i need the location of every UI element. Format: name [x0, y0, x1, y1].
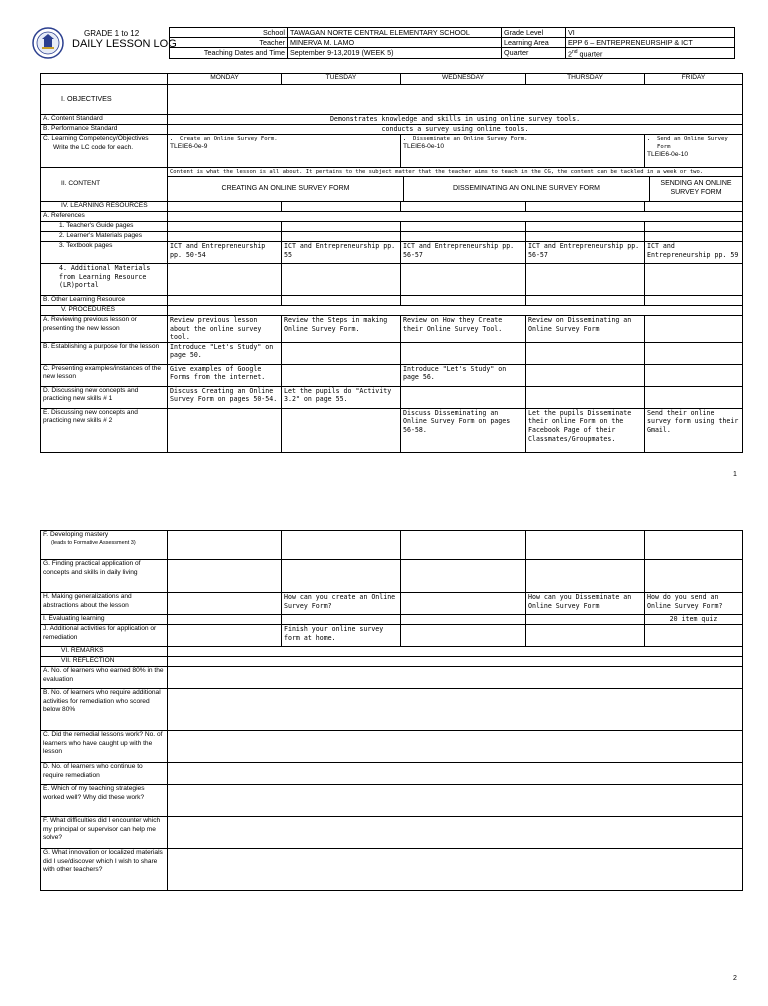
- proc-a-tuesday: Review the Steps in making Online Survey Form.: [282, 316, 401, 343]
- content-fri: SENDING AN ONLINE SURVEY FORM: [660, 180, 732, 196]
- proc-h-friday: How do you send an Online Survey Form?: [645, 593, 743, 615]
- performance-standard-value: conducts a survey using online tools.: [168, 125, 743, 135]
- lc-monday: [168, 135, 401, 168]
- other-resources-label: B. Other Learning Resource: [41, 296, 168, 306]
- proc-a-thursday: Review on Disseminating an Online Survey Form: [526, 316, 645, 343]
- reflection-a-label: A. No. of learners who earned 80% in the evaluation: [41, 667, 168, 689]
- proc-h-tuesday: How can you create an Online Survey Form?: [282, 593, 401, 615]
- lc-wednesday-code: TLEIE6-0e-10: [403, 143, 445, 150]
- day-wednesday: WEDNESDAY: [401, 74, 526, 85]
- proc-a-label: A. Reviewing previous lesson or presenting the new lesson: [41, 316, 168, 343]
- reflection-d-label: D. No. of learners who continue to require remediation: [41, 763, 168, 785]
- page-number-1: 1: [733, 471, 737, 478]
- header-info-table: [169, 27, 735, 59]
- learning-area-label: Learning Area: [502, 38, 566, 48]
- proc-j-tuesday: Finish your online survey form at home.: [282, 625, 401, 647]
- proc-i-label: I. Evaluating learning: [41, 615, 168, 625]
- lm-pages-label: 2. Learner's Materials pages: [41, 232, 168, 242]
- content-standard-label: A. Content Standard: [41, 115, 168, 125]
- proc-f-cell: [41, 531, 168, 560]
- reflection-f-label: F. What difficulties did I encounter which my principal or supervisor can help me solve?: [41, 817, 168, 849]
- proc-b-label: B. Establishing a purpose for the lesson: [41, 342, 168, 364]
- textbook-tuesday: ICT and Entrepreneurship pp. 55: [282, 242, 401, 264]
- school-label: School: [170, 28, 288, 38]
- lr-portal-label: 4. Additional Materials from Learning Resource (LR)portal: [41, 264, 168, 296]
- lesson-log-table-page1: [40, 73, 743, 453]
- proc-f-label: F. Developing mastery: [43, 531, 109, 538]
- proc-a-wednesday: Review on How they Create their Online Survey Tool.: [401, 316, 526, 343]
- proc-e-thursday: Let the pupils Disseminate their online Form on the Facebook Page of their Classmates/Groupmates.: [526, 408, 645, 452]
- teacher-label: Teacher: [170, 38, 288, 48]
- learning-competency-cell: [41, 135, 168, 168]
- lc-note: Write the LC code for each.: [53, 143, 134, 151]
- proc-h-label: H. Making generalizations and abstractions about the lesson: [41, 593, 168, 615]
- page-number-2: 2: [733, 975, 737, 982]
- log-title: DAILY LESSON LOG: [72, 38, 177, 50]
- quarter-label: Quarter: [502, 48, 566, 59]
- quarter-value: 2nd quarter: [566, 48, 735, 59]
- proc-a-monday: Review previous lesson about the online survey tool.: [168, 316, 282, 343]
- school-value: TAWAGAN NORTE CENTRAL ELEMENTARY SCHOOL: [288, 28, 502, 38]
- teacher-value: MINERVA M. LAMO: [288, 38, 502, 48]
- grade-level-value: VI: [566, 28, 735, 38]
- proc-e-wednesday: Discuss Disseminating an Online Survey Form on pages 56-58.: [401, 408, 526, 452]
- remarks-heading: VI. REMARKS: [41, 647, 168, 657]
- content-wed-thu: DISSEMINATING AN ONLINE SURVEY FORM: [404, 177, 650, 201]
- day-thursday: THURSDAY: [526, 74, 645, 85]
- proc-c-wednesday: Introduce "Let's Study" on page 56.: [401, 364, 526, 386]
- lc-label: C. Learning Competency/Objectives: [43, 135, 149, 142]
- dates-value: September 9-13,2019 (WEEK 5): [288, 48, 502, 59]
- content-standard-value: Demonstrates knowledge and skills in using online survey tools.: [168, 115, 743, 125]
- performance-standard-label: B. Performance Standard: [41, 125, 168, 135]
- objectives-heading: I. OBJECTIVES: [41, 85, 168, 115]
- tg-pages-label: 1. Teacher's Guide pages: [41, 222, 168, 232]
- procedures-heading: V. PROCEDURES: [41, 306, 168, 316]
- content-mon-tue: CREATING AN ONLINE SURVEY FORM: [168, 177, 404, 201]
- lc-friday: [645, 135, 743, 168]
- textbook-wednesday: ICT and Entrepreneurship pp. 56-57: [401, 242, 526, 264]
- reflection-b-label: B. No. of learners who require additional activities for remediation who scored below 80%: [41, 689, 168, 731]
- proc-j-label: J. Additional activities for application or remediation: [41, 625, 168, 647]
- textbook-pages-label: 3. Textbook pages: [41, 242, 168, 264]
- dates-label: Teaching Dates and Time: [170, 48, 288, 59]
- proc-c-label: C. Presenting examples/instances of the new lesson: [41, 364, 168, 386]
- lc-wednesday-text: • Disseminate an Online Survey Form.: [413, 135, 642, 143]
- proc-h-thursday: How can you Disseminate an Online Survey Form: [526, 593, 645, 615]
- proc-d-label: D. Discussing new concepts and practicing new skills # 1: [41, 386, 168, 408]
- proc-e-label: E. Discussing new concepts and practicing new skills # 2: [41, 408, 168, 452]
- lc-monday-code: TLEIE6-0e-9: [170, 143, 208, 150]
- reflection-e-label: E. Which of my teaching strategies worked well? Why did these work?: [41, 785, 168, 817]
- reflection-c-label: C. Did the remedial lessons work? No. of learners who have caught up with the lesson: [41, 731, 168, 763]
- proc-i-friday: 20 item quiz: [645, 615, 743, 625]
- day-monday: MONDAY: [168, 74, 282, 85]
- grade-range: GRADE 1 to 12: [84, 29, 140, 38]
- content-note: Content is what the lesson is all about. It pertains to the subject matter that the teacher aims to teach in the CG, the content can be tackled in a week or two.: [168, 168, 742, 177]
- content-cell: [168, 168, 743, 202]
- proc-g-label: G. Finding practical application of concepts and skills in daily living: [41, 560, 168, 593]
- reflection-heading: VII. REFLECTION: [41, 657, 168, 667]
- proc-d-monday: Discuss Creating an Online Survey Form on pages 50-54.: [168, 386, 282, 408]
- day-tuesday: TUESDAY: [282, 74, 401, 85]
- resources-heading: IV. LEARNING RESOURCES: [41, 202, 168, 212]
- proc-b-monday: Introduce "Let's Study" on page 50.: [168, 342, 282, 364]
- grade-level-label: Grade Level: [502, 28, 566, 38]
- proc-f-sub: (leads to Formative Assessment 3): [51, 539, 136, 546]
- proc-c-monday: Give examples of Google Forms from the internet.: [168, 364, 282, 386]
- proc-e-friday: Send their online survey form using their Gmail.: [645, 408, 743, 452]
- learning-area-value: EPP 6 – ENTREPRENEURSHIP & ICT: [566, 38, 735, 48]
- deped-seal-logo: [32, 27, 64, 59]
- lesson-log-table-page2: [40, 530, 743, 891]
- textbook-monday: ICT and Entrepreneurship pp. 50-54: [168, 242, 282, 264]
- lc-friday-code: TLEIE6-0e-10: [647, 151, 689, 158]
- day-friday: FRIDAY: [645, 74, 743, 85]
- lc-friday-text: • Send an Online Survey Form: [657, 135, 740, 151]
- content-heading: II. CONTENT: [41, 168, 168, 202]
- references-label: A. References: [41, 212, 168, 222]
- textbook-friday: ICT and Entrepreneurship pp. 59: [645, 242, 743, 264]
- lc-wednesday: [401, 135, 645, 168]
- lc-monday-text: • Create an Online Survey Form.: [180, 135, 398, 143]
- proc-d-tuesday: Let the pupils do "Activity 3.2" on page 55.: [282, 386, 401, 408]
- reflection-g-label: G. What innovation or localized materials did I use/discover which I wish to share with other teachers?: [41, 849, 168, 891]
- textbook-thursday: ICT and Entrepreneurship pp. 56-57: [526, 242, 645, 264]
